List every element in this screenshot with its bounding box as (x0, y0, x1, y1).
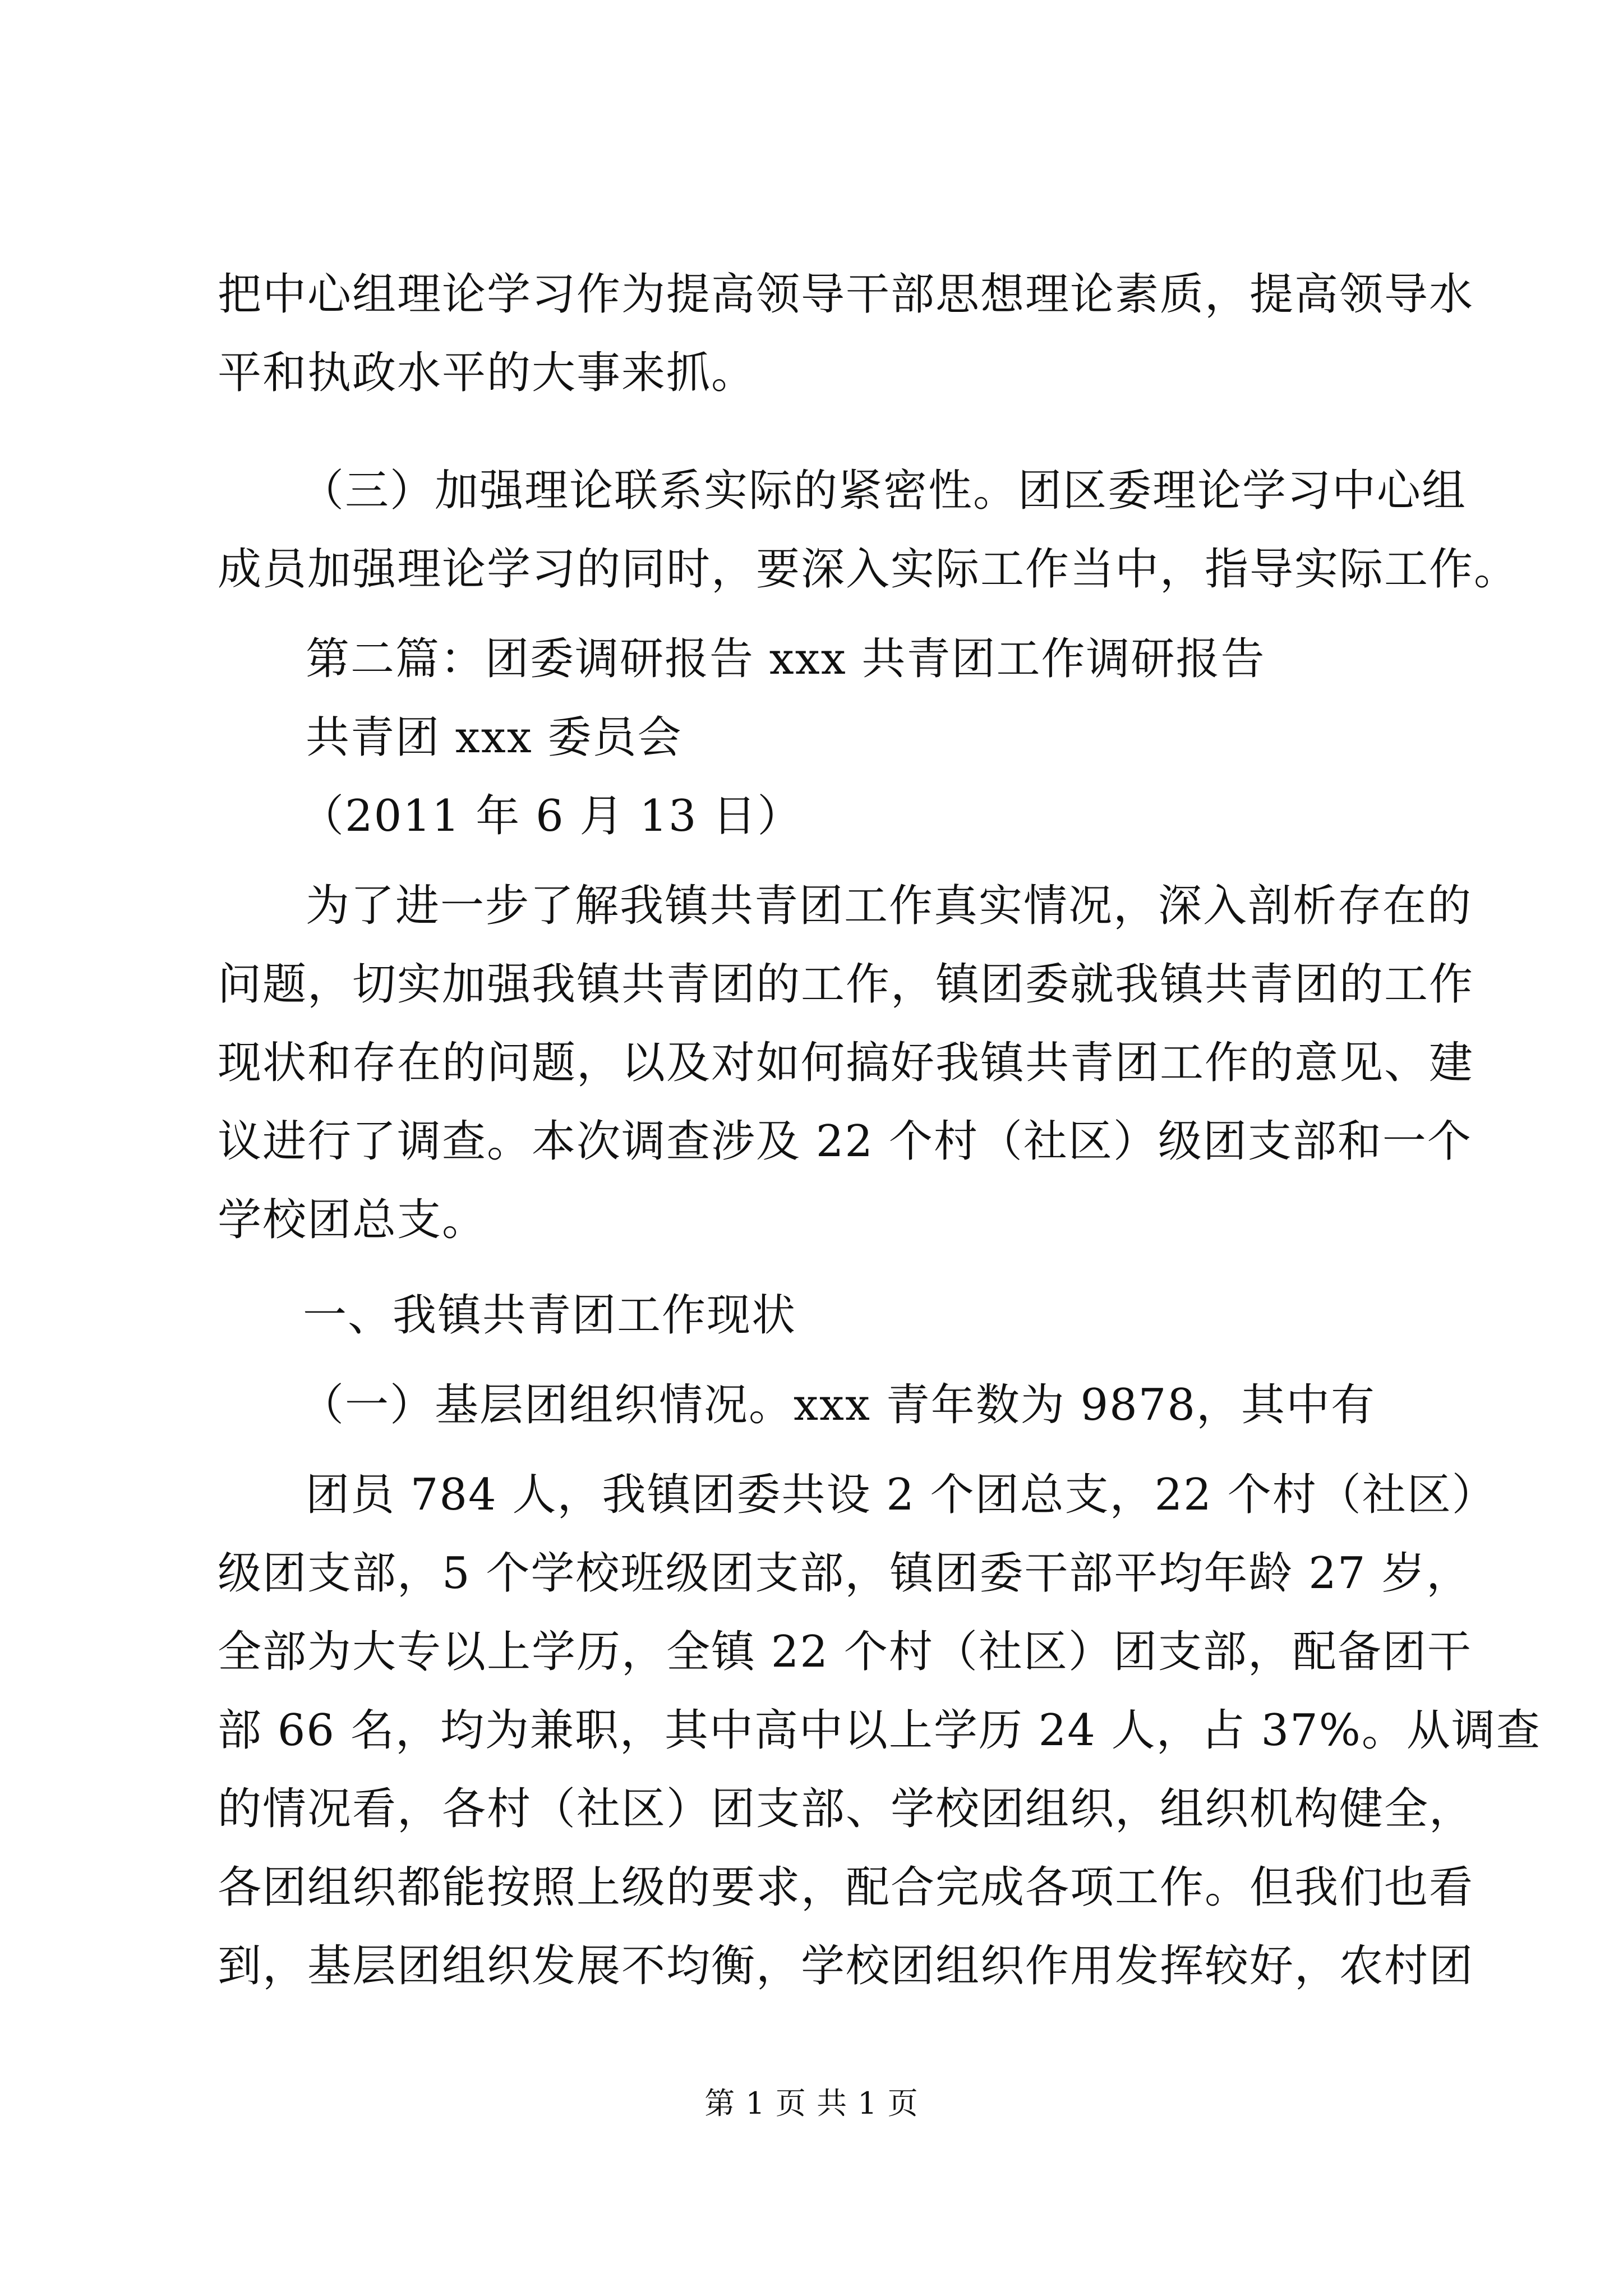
paragraph-line: 议进行了调查。本次调查涉及 22 个村（社区）级团支部和一个 (218, 1116, 1472, 1167)
paragraph-line: 各团组织都能按照上级的要求，配合完成各项工作。但我们也看 (218, 1862, 1474, 1913)
page-footer: 第 1 页 共 1 页 (704, 2086, 919, 2121)
section-heading: 第二篇：团委调研报告 xxx 共青团工作调研报告 (306, 634, 1266, 684)
paragraph-line: 全部为大专以上学历，全镇 22 个村（社区）团支部，配备团干 (218, 1627, 1472, 1677)
paragraph-line: 平和执政水平的大事来抓。 (218, 348, 757, 398)
organization-line: 共青团 xxx 委员会 (306, 712, 683, 763)
paragraph-line: 把中心组理论学习作为提高领导干部思想理论素质，提高领导水 (218, 269, 1474, 320)
subsection-heading: 一、我镇共青团工作现状 (303, 1290, 797, 1341)
paragraph-line: 为了进一步了解我镇共青团工作真实情况，深入剖析存在的 (306, 881, 1473, 931)
date-line: （2011 年 6 月 13 日） (300, 791, 803, 841)
paragraph-line: 现状和存在的问题，以及对如何搞好我镇共青团工作的意见、建 (218, 1038, 1474, 1088)
paragraph-line: （三）加强理论联系实际的紧密性。团区委理论学习中心组 (300, 466, 1467, 516)
paragraph-line: 成员加强理论学习的同时，要深入实际工作当中，指导实际工作。 (218, 544, 1519, 595)
paragraph-line: 到，基层团组织发展不均衡，学校团组织作用发挥较好，农村团 (218, 1941, 1474, 1991)
paragraph-line: （一）基层团组织情况。xxx 青年数为 9878，其中有 (300, 1380, 1376, 1430)
paragraph-line: 的情况看，各村（社区）团支部、学校团组织，组织机构健全， (218, 1784, 1474, 1834)
paragraph-line: 部 66 名，均为兼职，其中高中以上学历 24 人，占 37%。从调查 (218, 1705, 1541, 1756)
paragraph-line: 问题，切实加强我镇共青团的工作，镇团委就我镇共青团的工作 (218, 959, 1474, 1010)
paragraph-line: 级团支部，5 个学校班级团支部，镇团委干部平均年龄 27 岁， (218, 1548, 1472, 1599)
paragraph-line: 团员 784 人，我镇团委共设 2 个团总支，22 个村（社区） (306, 1470, 1497, 1520)
paragraph-line: 学校团总支。 (218, 1195, 487, 1245)
